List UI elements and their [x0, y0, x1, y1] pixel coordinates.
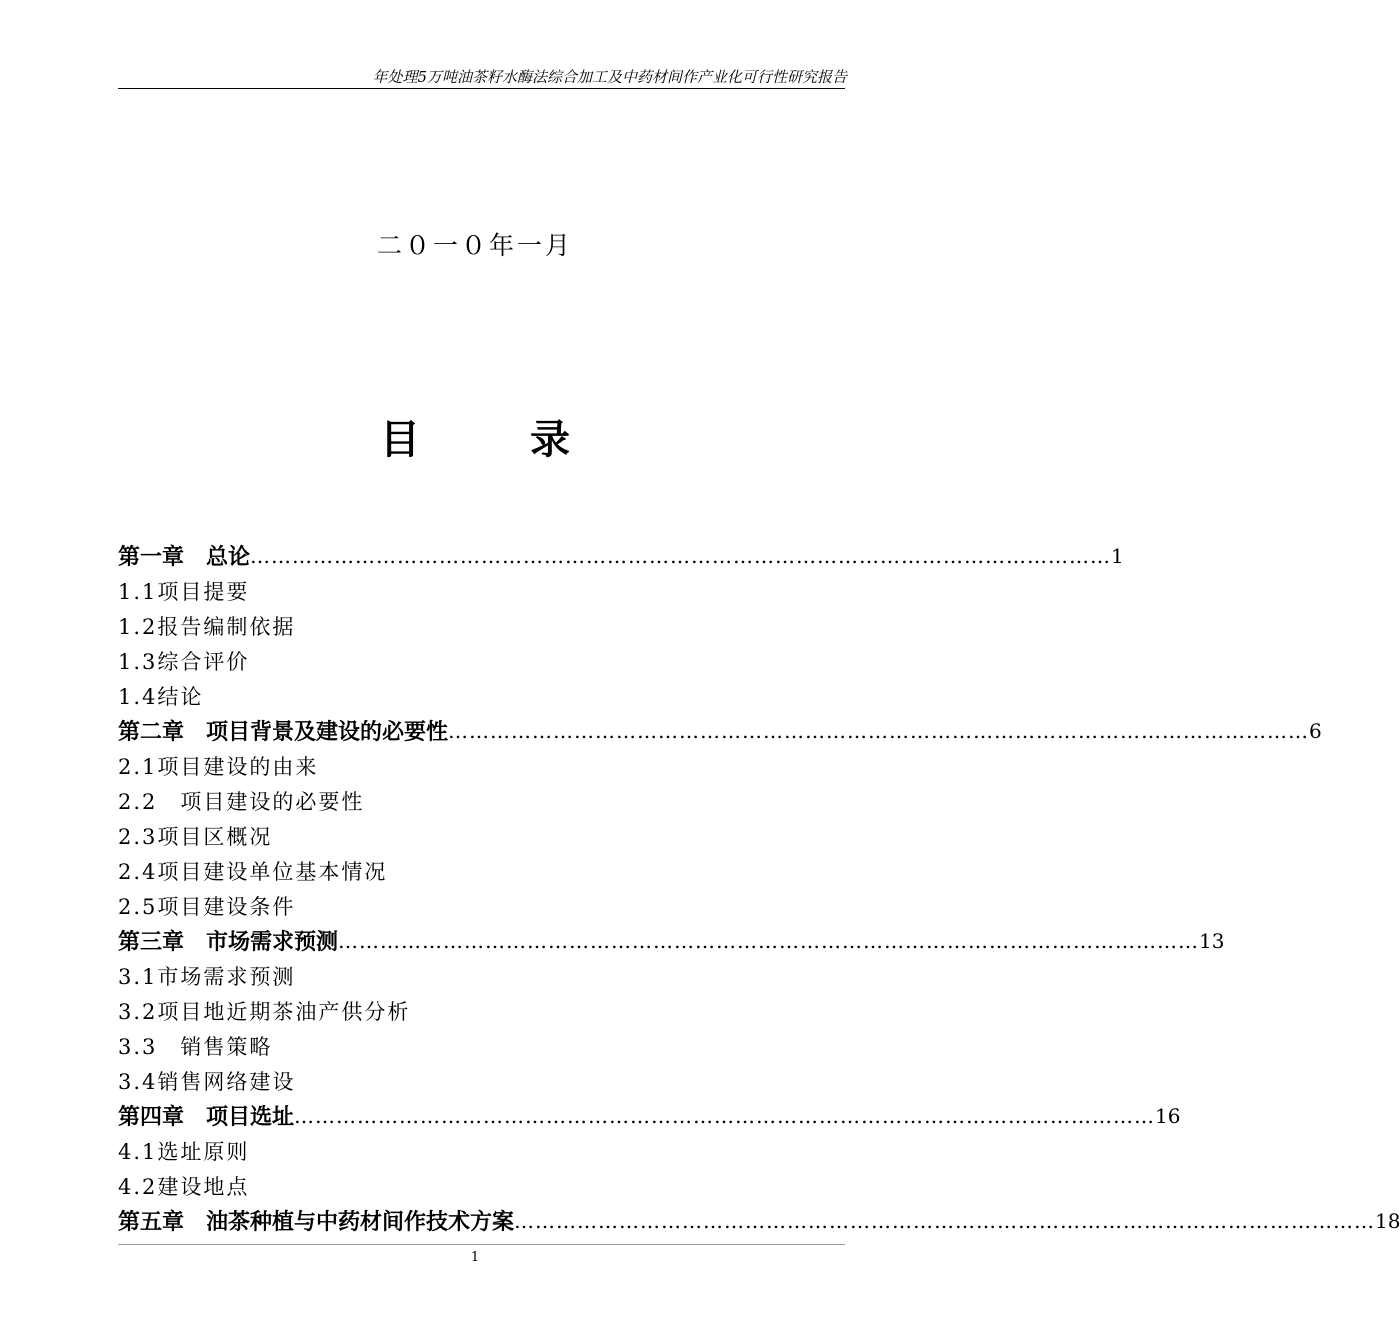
- toc-entry-label: 4.2建设地点: [118, 1174, 250, 1199]
- toc-heading-left: 目: [380, 417, 420, 463]
- toc-section-entry[interactable]: [118, 643, 830, 678]
- toc-entry-label: 第四章 项目选址: [118, 1105, 295, 1130]
- toc-entry-label: 第三章 市场需求预测: [118, 930, 339, 955]
- toc-entry-label: 4.1选址原则: [118, 1139, 250, 1164]
- running-header: 年处理5万吨油茶籽水酶法综合加工及中药材间作产业化可行性研究报告: [372, 68, 847, 86]
- header-divider: [118, 88, 845, 89]
- toc-entry-label: 2.4项目建设单位基本情况: [118, 859, 388, 884]
- toc-leader-dots: ……………………………………………………………………………………………………………: [514, 1208, 1376, 1233]
- toc-entry-label: 3.3 销售策略: [118, 1034, 273, 1059]
- toc-section-entry[interactable]: [118, 853, 830, 888]
- toc-entry-label: 1.3综合评价: [118, 649, 250, 674]
- toc-section-entry[interactable]: [118, 1133, 830, 1168]
- toc-entry-label: 1.1项目提要: [118, 579, 250, 604]
- toc-entry-label: 第五章 油茶种植与中药材间作技术方案: [118, 1210, 515, 1235]
- toc-section-entry[interactable]: [118, 608, 830, 643]
- toc-chapter-entry[interactable]: [118, 1203, 1400, 1238]
- toc-entry-label: 3.1市场需求预测: [118, 964, 296, 989]
- toc-section-entry[interactable]: [118, 678, 830, 713]
- toc-leader-dots: ……………………………………………………………………………………………………………: [338, 928, 1200, 953]
- toc-entry-label: 第二章 项目背景及建设的必要性: [118, 720, 449, 745]
- toc-chapter-entry[interactable]: [118, 538, 1124, 573]
- toc-heading-right: 录: [530, 417, 570, 463]
- toc-entry-label: 1.2报告编制依据: [118, 614, 296, 639]
- toc-entry-label: 2.3项目区概况: [118, 824, 273, 849]
- toc-section-entry[interactable]: [118, 958, 830, 993]
- toc-entry-label: 2.2 项目建设的必要性: [118, 789, 365, 814]
- toc-page-number: 18: [1375, 1208, 1400, 1233]
- toc-entry-label: 2.5项目建设条件: [118, 894, 296, 919]
- toc-section-entry[interactable]: [118, 818, 830, 853]
- toc-page-number: 16: [1155, 1103, 1181, 1128]
- toc-section-entry[interactable]: [118, 1168, 830, 1203]
- toc-entry-label: 3.2项目地近期茶油产供分析: [118, 999, 411, 1024]
- toc-leader-dots: ……………………………………………………………………………………………………………: [294, 1103, 1156, 1128]
- toc-chapter-entry[interactable]: [118, 713, 1322, 748]
- toc-section-entry[interactable]: [118, 748, 830, 783]
- toc-section-entry[interactable]: [118, 573, 830, 608]
- toc-leader-dots: ……………………………………………………………………………………………………………: [448, 718, 1310, 743]
- toc-entry-label: 1.4结论: [118, 684, 204, 709]
- toc-page-number: 6: [1309, 718, 1322, 743]
- footer-divider: [118, 1244, 845, 1245]
- toc-section-entry[interactable]: [118, 888, 830, 923]
- document-date: 二０一０年一月: [376, 231, 573, 260]
- toc-entry-label: 第一章 总论: [118, 545, 251, 570]
- toc-heading: [0, 408, 950, 465]
- toc-chapter-entry[interactable]: [118, 923, 1225, 958]
- toc-page-number: 13: [1199, 928, 1225, 953]
- toc-section-entry[interactable]: [118, 783, 830, 818]
- toc-section-entry[interactable]: [118, 1063, 830, 1098]
- toc-entry-label: 3.4销售网络建设: [118, 1069, 296, 1094]
- toc-entry-label: 2.1项目建设的由来: [118, 754, 319, 779]
- toc-section-entry[interactable]: [118, 993, 830, 1028]
- toc-page-number: 1: [1111, 543, 1124, 568]
- toc-leader-dots: ……………………………………………………………………………………………………………: [250, 543, 1112, 568]
- toc-section-entry[interactable]: [118, 1028, 830, 1063]
- page-number: 1: [470, 1250, 480, 1265]
- toc-chapter-entry[interactable]: [118, 1098, 1181, 1133]
- table-of-contents: [118, 538, 1400, 1238]
